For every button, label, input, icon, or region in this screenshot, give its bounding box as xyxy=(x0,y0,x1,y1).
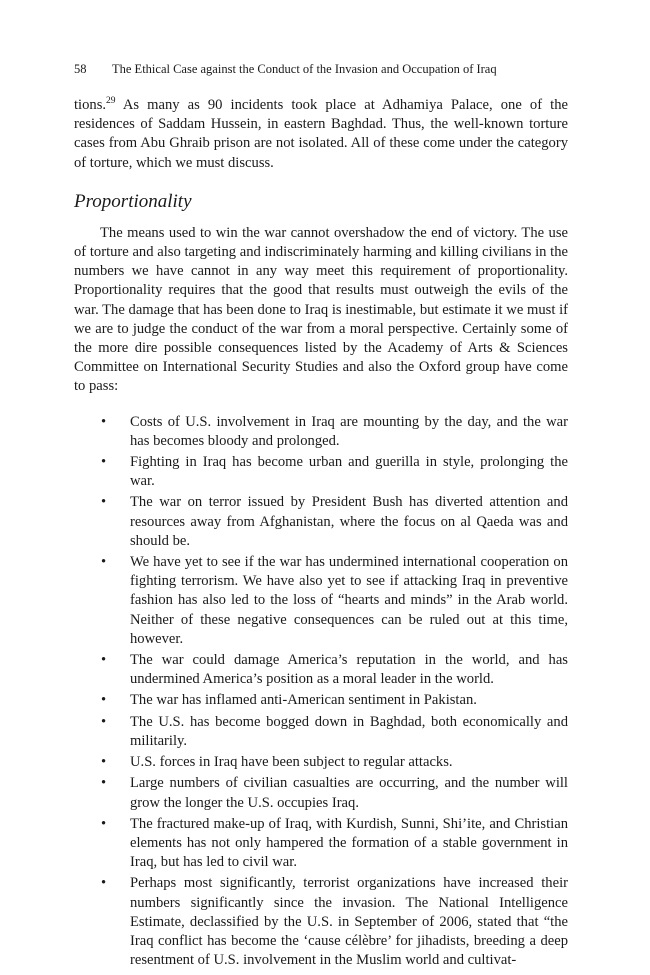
list-item-text: The war on terror issued by President Bush has diverted attention and resources away from Afghanistan, where the focus on al Qaeda was and should be. xyxy=(130,494,568,549)
list-item xyxy=(101,453,568,491)
bullet-icon: • xyxy=(101,652,107,669)
page-number: 58 xyxy=(74,62,87,76)
list-item-text: Costs of U.S. involvement in Iraq are mounting by the day, and the war has becomes bloody and prolonged. xyxy=(130,413,568,449)
body-text xyxy=(74,96,568,972)
list-item xyxy=(101,713,568,751)
bullet-icon: • xyxy=(101,815,107,832)
bullet-icon: • xyxy=(101,713,107,730)
opening-paragraph-lead: tions. xyxy=(74,97,107,113)
bullet-icon: • xyxy=(101,454,107,471)
bullet-icon: • xyxy=(101,494,107,511)
list-item xyxy=(101,815,568,873)
list-item-text: The fractured make-up of Iraq, with Kurdish, Sunni, Shi’ite, and Christian elements has not only hampered the formation of a stable government in Iraq, but has led to civil war. xyxy=(130,815,568,871)
list-item xyxy=(101,691,568,710)
running-head xyxy=(74,61,574,77)
running-title: The Ethical Case against the Conduct of the Invasion and Occupation of Iraq xyxy=(112,62,497,76)
list-item-text: The war could damage America’s reputation in the world, and has undermined America’s position as a moral leader in the world. xyxy=(130,652,568,688)
list-item xyxy=(101,413,568,451)
list-item xyxy=(101,553,568,649)
list-item-text: Fighting in Iraq has become urban and guerilla in style, prolonging the war. xyxy=(130,454,568,490)
list-item-text: We have yet to see if the war has undermined international cooperation on fighting terrorism. We have also yet to see if attacking Iraq in preventive fashion has also led to the loss of “hearts and minds” in the Arab world. Neither of these negative consequences can be ruled out at this time, however. xyxy=(130,554,568,647)
list-item xyxy=(101,651,568,689)
section-heading: Proportionality xyxy=(74,190,192,212)
list-item xyxy=(101,493,568,551)
bullet-icon: • xyxy=(101,775,107,792)
list-item-text: The war has inflamed anti-American sentiment in Pakistan. xyxy=(130,692,477,709)
section-paragraph: The means used to win the war cannot overshadow the end of victory. The use of torture and also targeting and indiscriminately harming and killing civilians in the numbers we have cannot in any way meet this requirement of proportionality. Proportionality requires that the good that results must outweigh the evils of the war. The damage that has been done to Iraq is inestimable, but estimate it we must if we are to judge the conduct of the war from a moral perspective. Certainly some of the more dire possible consequences listed by the Academy of Arts & Sciences Committee on International Security Studies and also the Oxford group have come to pass: xyxy=(74,224,568,395)
bullet-icon: • xyxy=(101,692,107,709)
list-item xyxy=(101,774,568,812)
list-item-text: The U.S. has become bogged down in Baghdad, both economically and militarily. xyxy=(130,713,568,749)
opening-paragraph xyxy=(74,96,568,173)
bullet-icon: • xyxy=(101,754,107,771)
consequences-list xyxy=(74,413,568,971)
list-item xyxy=(101,874,568,970)
footnote-marker: 29 xyxy=(106,96,116,107)
bullet-icon: • xyxy=(101,413,107,430)
list-item xyxy=(101,753,568,772)
bullet-icon: • xyxy=(101,554,107,571)
list-item-text: U.S. forces in Iraq have been subject to regular attacks. xyxy=(130,754,453,771)
list-item-text: Perhaps most significantly, terrorist organizations have increased their numbers significantly since the invasion. The National Intelligence Estimate, declassified by the U.S. in September of 2006, stated that “the Iraq conflict has become the ‘cause célèbre’ for jihadists, breeding a deep resentment of U.S. involvement in the Muslim world and cultivat- xyxy=(130,875,568,969)
list-item-text: Large numbers of civilian casualties are occurring, and the number will grow the longer the U.S. occupies Iraq. xyxy=(130,775,568,811)
opening-paragraph-text: As many as 90 incidents took place at Adhamiya Palace, one of the residences of Saddam Hussein, in eastern Baghdad. Thus, the well-known torture cases from Abu Ghraib prison are not isolated. All of these come under the category of torture, which we must discuss. xyxy=(74,97,568,171)
bullet-icon: • xyxy=(101,875,107,892)
